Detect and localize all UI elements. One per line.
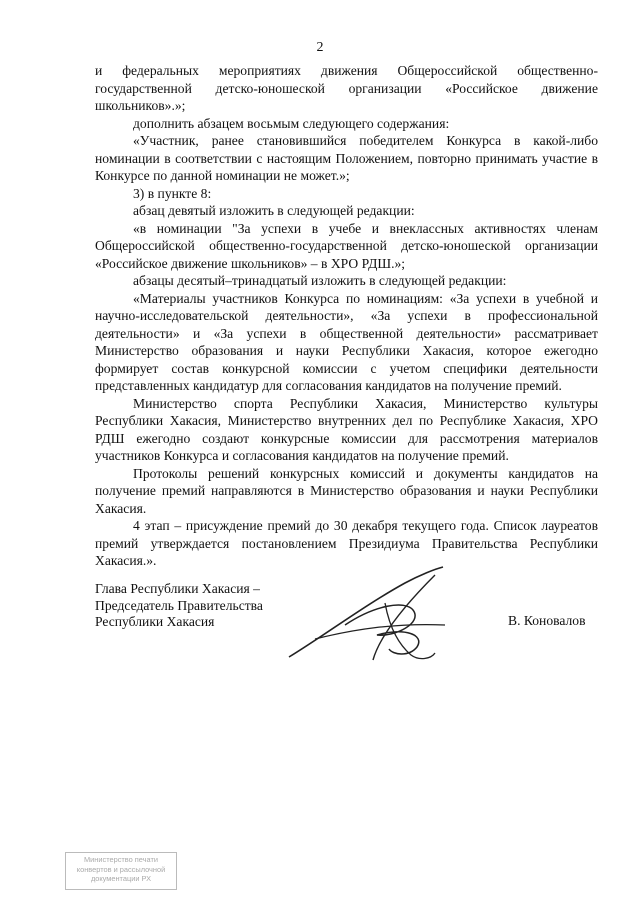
- paragraph: абзацы десятый–тринадцатый изложить в следующей редакции:: [133, 273, 507, 288]
- position-line: Глава Республики Хакасия –: [95, 581, 260, 596]
- stamp-line: конвертов и рассылочной: [76, 864, 166, 874]
- paragraph: 3) в пункте 8:: [133, 185, 212, 201]
- signatory-name: В. Коновалов: [508, 613, 586, 628]
- document-body: [95, 62, 598, 570]
- paragraph: 4 этап – присуждение премий до 30 декабря текущего года. Список лауреатов премий утверждается постановлением Президиума Правительства Республики Хакасия.».: [95, 518, 598, 568]
- stamp-line: Министерство печати: [84, 855, 158, 864]
- paragraph: «Материалы участников Конкурса по номинациям: «За успехи в учебной и научно-исследовательской деятельности», «За успехи в профессиональной деятельности» и «За успехи в общественной деятельности» рассматривает Министерство образования и науки Республики Хакасия, которое ежегодно формирует состав конкурсной комиссии с учетом специфики деятельности представленных кандидатур для согласования кандидатов на получение премий.: [95, 290, 598, 393]
- page-number: 2: [316, 40, 324, 55]
- position-line: Председатель Правительства: [95, 597, 263, 613]
- paragraph: и федеральных мероприятиях движения Общероссийской общественно-государственной детско-юношеской организации «Российское движение школьников».»;: [95, 63, 598, 113]
- registration-stamp: [65, 852, 177, 890]
- paragraph: «Участник, ранее становившийся победителем Конкурса в какой-либо номинации в соответствии с настоящим Положением, повторно принимать участие в Конкурсе по данной номинации не может.»;: [95, 133, 598, 183]
- paragraph: абзац девятый изложить в следующей редакции:: [133, 203, 415, 218]
- paragraph: дополнить абзацем восьмым следующего содержания:: [133, 115, 450, 131]
- handwritten-signature: [285, 565, 460, 665]
- paragraph: «в номинации "За успехи в учебе и внеклассных активностях членам Общероссийской общественно-государственной детско-юношеской организации «Российское движение школьников» – в ХРО РДШ.»;: [95, 220, 598, 271]
- paragraph: Протоколы решений конкурсных комиссий и документы кандидатов на получение премий направляются в Министерство образования и науки Республики Хакасия.: [95, 465, 598, 516]
- position-line: Республики Хакасия: [95, 614, 215, 629]
- signatory-position: [95, 581, 263, 631]
- paragraph: Министерство спорта Республики Хакасия, Министерство культуры Республики Хакасия, Министерство внутренних дел по Республике Хакасия, ХРО РДШ ежегодно создают конкурсные комиссии для рассмотрения материалов участников Конкурса и согласования кандидатов на получение премий.: [95, 395, 598, 463]
- stamp-line: документации РХ: [90, 874, 152, 883]
